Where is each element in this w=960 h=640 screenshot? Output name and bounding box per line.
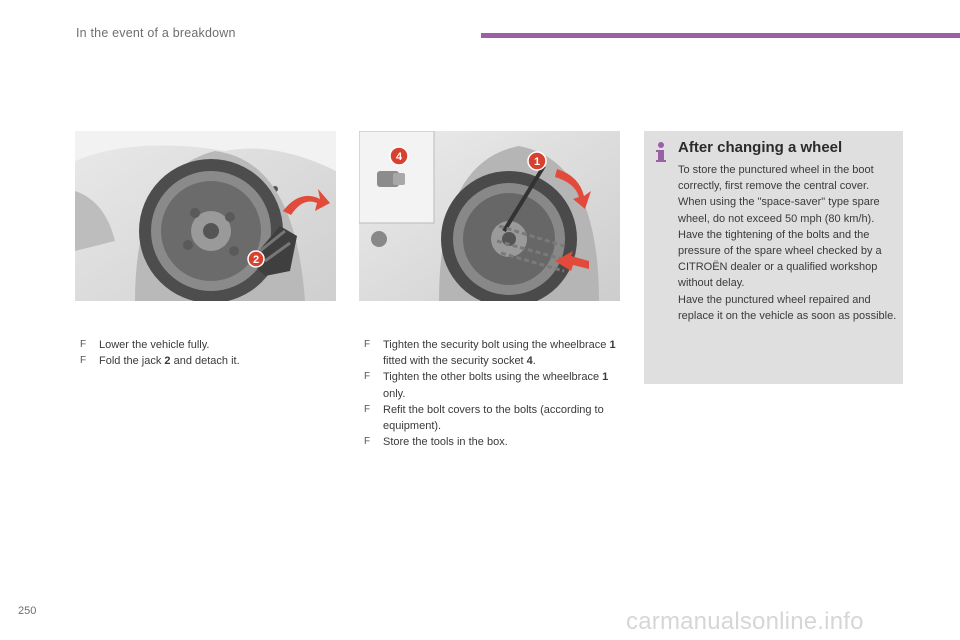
bullet-marker: F (80, 355, 87, 367)
callout-ref: 1 (609, 339, 616, 351)
steps-list-fold-jack (76, 337, 326, 369)
callout-badge-2 (248, 251, 264, 267)
info-paragraph: When using the "space-saver" type spare wheel, do not exceed 50 mph (80 km/h). (678, 196, 880, 225)
security-socket (377, 171, 405, 187)
page-header-title: In the event of a breakdown (76, 26, 236, 40)
info-icon (654, 141, 668, 163)
step-text: Tighten the security bolt using the wheelbrace (383, 339, 610, 351)
info-box-after-changing-wheel (644, 131, 903, 384)
step-item (360, 434, 622, 450)
bullet-marker: F (364, 371, 371, 383)
callout-ref: 2 (164, 355, 171, 368)
step-text: Tighten the other bolts using the wheelbrace (383, 371, 603, 384)
bullet-marker: F (364, 339, 371, 350)
callout-ref: 4 (526, 355, 533, 368)
info-paragraph: Have the tightening of the bolts and the pressure of the spare wheel checked by a CITROËN dealer or a qualified workshop without delay. (678, 228, 882, 290)
callout-badge-1 (528, 152, 546, 170)
step-text: and detach it. (170, 355, 240, 368)
step-item (360, 402, 622, 434)
bullet-marker: F (80, 339, 87, 350)
step-item (360, 337, 622, 369)
watermark: carmanualsonline.info (626, 608, 864, 635)
step-text: Refit the bolt covers to the bolts (according to equipment). (383, 403, 604, 433)
step-item (360, 369, 622, 401)
info-paragraph: To store the punctured wheel in the boot correctly, first remove the central cover. (678, 164, 874, 193)
step-text: fitted with the security socket (383, 355, 527, 368)
illustration-tighten-bolts (359, 131, 620, 301)
svg-text:2: 2 (252, 254, 260, 266)
step-text: . (532, 355, 536, 368)
step-text: Store the tools in the box. (383, 436, 508, 449)
step-item (76, 353, 326, 369)
bullet-marker: F (364, 403, 371, 415)
step-text: only. (383, 387, 406, 400)
svg-text:1: 1 (533, 156, 541, 168)
header-accent-bar (481, 33, 960, 38)
step-text: Lower the vehicle fully. (99, 339, 210, 351)
bullet-marker: F (364, 436, 371, 448)
page-number: 250 (18, 605, 37, 617)
steps-list-tighten-bolts (360, 337, 622, 450)
callout-badge-4 (390, 147, 408, 165)
info-box-text (678, 162, 898, 324)
info-paragraph: Have the punctured wheel repaired and replace it on the vehicle as soon as possible. (678, 293, 897, 322)
info-box-title: After changing a wheel (678, 139, 843, 156)
step-item (76, 337, 326, 353)
illustration-fold-jack (75, 131, 336, 301)
step-text: Fold the jack (99, 355, 165, 368)
callout-ref: 1 (602, 371, 609, 384)
svg-text:4: 4 (395, 151, 403, 163)
